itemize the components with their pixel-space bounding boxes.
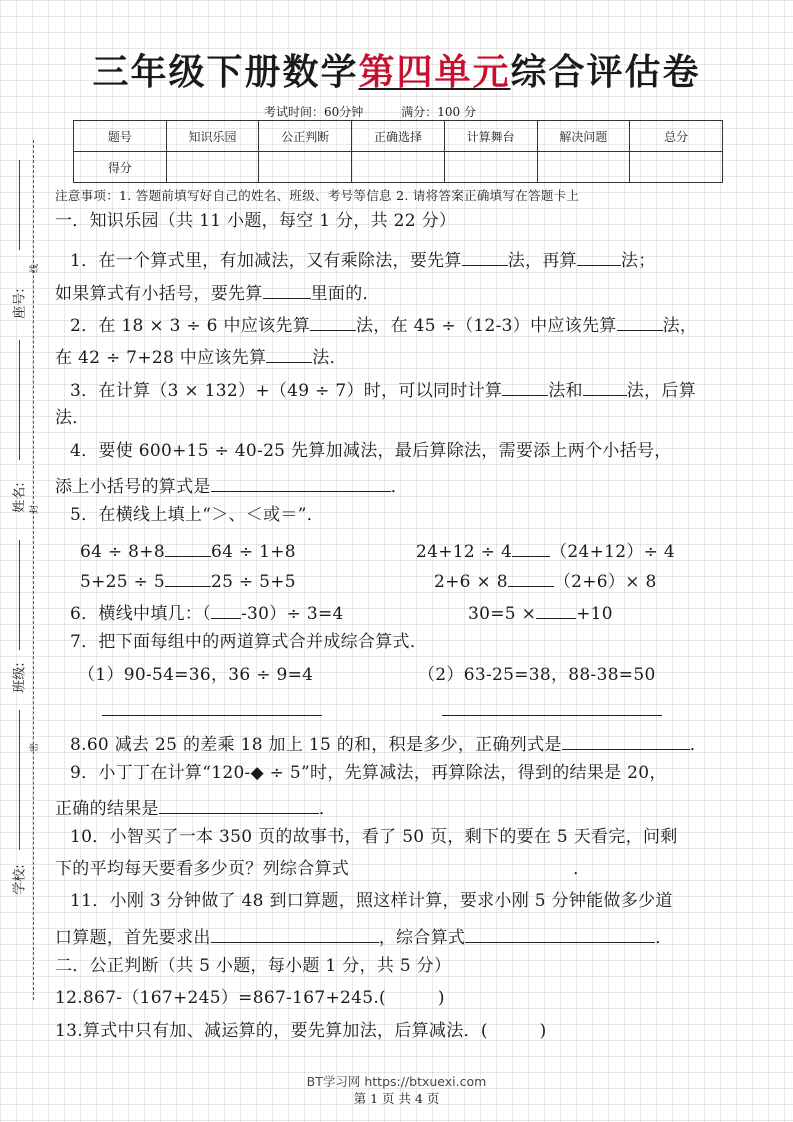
q5-row1-left bbox=[80, 540, 296, 561]
q8-text-a: 8.60 减去 25 的差乘 18 加上 15 的和，积是多少，正确列式是 bbox=[70, 735, 562, 755]
q1-text-a: 1．在一个算式里，有加减法，又有乘除法，要先算 bbox=[70, 251, 462, 271]
binding-mark-mi: 密 bbox=[30, 742, 41, 753]
q5-row2-left bbox=[80, 570, 296, 591]
name-label: 姓名: bbox=[12, 482, 28, 513]
score-cell[interactable] bbox=[630, 152, 723, 183]
q6-text-c: 30=5 × bbox=[468, 604, 537, 624]
compare-blank[interactable] bbox=[508, 570, 554, 587]
question-12: 12.867-（167+245）=867-167+245.( ) bbox=[55, 988, 445, 1008]
q7-answer-line-1[interactable] bbox=[102, 715, 322, 716]
q6-text-a: 6．横线中填几：（ bbox=[70, 604, 212, 624]
question-1 bbox=[70, 249, 656, 270]
q5-expr: 5+25 ÷ 5 bbox=[80, 572, 165, 592]
answer-blank[interactable] bbox=[502, 379, 548, 396]
question-11-cont bbox=[55, 926, 673, 947]
compare-blank[interactable] bbox=[165, 570, 211, 587]
question-10-cont bbox=[55, 861, 590, 878]
question-3 bbox=[70, 379, 696, 400]
seat-label: 座号: bbox=[12, 288, 28, 319]
q3-text-a: 3．在计算（3 × 132）+（49 ÷ 7）时，可以同时计算 bbox=[70, 381, 503, 401]
score-cell[interactable] bbox=[259, 152, 352, 183]
title-suffix: 综合评估卷 bbox=[510, 52, 701, 93]
footer-page: 第 1 页 共 4 页 bbox=[353, 1091, 440, 1106]
question-11: 11．小刚 3 分钟做了 48 到口算题，照这样计算，要求小刚 5 分钟能做多少道 bbox=[70, 891, 673, 911]
answer-blank[interactable] bbox=[310, 314, 356, 331]
q10-text-c: ． bbox=[573, 859, 591, 879]
q5-expr: 2+6 × 8 bbox=[434, 572, 508, 592]
q5-expr: （2+6）× 8 bbox=[553, 572, 657, 592]
q1-text-e: 里面的． bbox=[310, 284, 380, 304]
score-cell[interactable] bbox=[352, 152, 445, 183]
q6-text-b: -30）÷ 3=4 bbox=[241, 604, 344, 624]
q7-part-2: （2）63-25=38，88-38=50 bbox=[418, 665, 656, 685]
question-5: 5．在横线上填上“＞、＜或＝”． bbox=[70, 505, 324, 525]
question-13: 13.算式中只有加、减运算的，要先算加法，后算减法．( ) bbox=[55, 1021, 547, 1041]
question-6-left bbox=[70, 602, 344, 623]
question-3-cont: 法． bbox=[55, 408, 90, 428]
q2-text-d: 在 42 ÷ 7+28 中应该先算 bbox=[55, 348, 267, 368]
q1-text-d: 如果算式有小括号，要先算 bbox=[55, 284, 263, 304]
q1-text-b: 法，再算 bbox=[507, 251, 577, 271]
title-highlight: 第四单元 bbox=[358, 52, 511, 93]
q2-text-e: 法． bbox=[312, 348, 347, 368]
exam-time: 考试时间：60分钟 bbox=[264, 105, 364, 119]
class-line bbox=[19, 540, 20, 650]
question-9-cont bbox=[55, 797, 336, 818]
question-4-cont bbox=[55, 475, 408, 496]
answer-blank[interactable] bbox=[211, 602, 241, 619]
q8-text-b: ． bbox=[689, 735, 707, 755]
answer-blank[interactable] bbox=[617, 314, 663, 331]
binding-mark-xian: 线 bbox=[30, 263, 41, 274]
answer-blank[interactable] bbox=[577, 249, 621, 266]
score-cell[interactable] bbox=[166, 152, 259, 183]
q11-text-c: ，综合算式 bbox=[378, 928, 466, 948]
score-table-score-row bbox=[74, 152, 723, 183]
q6-text-d: +10 bbox=[576, 604, 613, 624]
answer-blank[interactable] bbox=[562, 733, 690, 750]
footer-site: BT学习网 https://btxuexi.com bbox=[306, 1074, 487, 1089]
answer-blank[interactable] bbox=[211, 475, 391, 492]
answer-blank[interactable] bbox=[536, 602, 576, 619]
compare-blank[interactable] bbox=[165, 540, 211, 557]
answer-blank[interactable] bbox=[211, 926, 379, 943]
page-title bbox=[0, 44, 793, 95]
score-header-cell: 题号 bbox=[74, 121, 167, 152]
question-4: 4．要使 600+15 ÷ 40-25 先算加减法，最后算除法，需要添上两个小括号， bbox=[70, 441, 672, 461]
score-cell[interactable] bbox=[444, 152, 537, 183]
q4-text-b: 添上小括号的算式是 bbox=[55, 477, 211, 497]
q3-text-c: 法，后算 bbox=[626, 381, 696, 401]
q9-text-c: ． bbox=[318, 799, 337, 819]
question-9: 9．小丁丁在计算“120-◆ ÷ 5”时，先算减法，再算除法，得到的结果是 20， bbox=[70, 763, 667, 783]
score-header-cell: 总分 bbox=[630, 121, 723, 152]
q5-expr: 64 ÷ 1+8 bbox=[210, 542, 296, 562]
q7-answer-line-2[interactable] bbox=[442, 715, 662, 716]
answer-blank[interactable] bbox=[266, 346, 312, 363]
q5-expr: 64 ÷ 8+8 bbox=[80, 542, 165, 562]
q5-row2-right bbox=[434, 570, 657, 591]
score-table-header-row bbox=[74, 121, 723, 152]
q5-row1-right bbox=[416, 540, 675, 561]
answer-blank[interactable] bbox=[159, 797, 319, 814]
q11-text-d: ． bbox=[655, 928, 673, 948]
answer-blank[interactable] bbox=[462, 249, 508, 266]
full-score: 满分：100 分 bbox=[401, 105, 477, 119]
score-header-cell: 计算舞台 bbox=[444, 121, 537, 152]
q2-text-b: 法，在 45 ÷（12-3）中应该先算 bbox=[356, 316, 617, 336]
section-1-heading: 一．知识乐园（共 11 小题，每空 1 分，共 22 分） bbox=[55, 211, 457, 231]
q4-text-c: ． bbox=[390, 477, 409, 497]
question-8 bbox=[70, 733, 707, 754]
score-cell[interactable] bbox=[537, 152, 630, 183]
title-prefix: 三年级下册数学 bbox=[92, 52, 359, 93]
answer-blank[interactable] bbox=[263, 282, 311, 299]
binding-mark-feng: 封 bbox=[30, 504, 41, 515]
notice: 注意事项：1. 答题前填写好自己的姓名、班级、考号等信息 2. 请将答案正确填写在答题卡上 bbox=[55, 188, 580, 203]
answer-blank[interactable] bbox=[465, 926, 655, 943]
q10-text-b: 下的平均每天要看多少页？列综合算式 bbox=[55, 859, 350, 879]
question-1-cont bbox=[55, 282, 380, 303]
q9-text-b: 正确的结果是 bbox=[55, 799, 159, 819]
school-line bbox=[19, 710, 20, 850]
question-7: 7．把下面每组中的两道算式合并成综合算式． bbox=[70, 632, 428, 652]
exam-meta bbox=[264, 103, 476, 120]
school-label: 学校: bbox=[12, 864, 28, 895]
seat-line bbox=[19, 160, 20, 250]
score-row-label: 得分 bbox=[74, 152, 167, 183]
score-table bbox=[73, 120, 723, 183]
section-2-heading: 二．公正判断（共 5 小题，每小题 1 分，共 5 分） bbox=[55, 956, 452, 976]
q1-text-c: 法； bbox=[620, 251, 656, 271]
name-line bbox=[19, 340, 20, 460]
q5-expr: 24+12 ÷ 4 bbox=[416, 542, 513, 562]
q3-text-b: 法和 bbox=[548, 381, 583, 401]
class-label: 班级: bbox=[12, 662, 28, 693]
score-header-cell: 正确选择 bbox=[352, 121, 445, 152]
q5-expr: （24+12）÷ 4 bbox=[550, 542, 676, 562]
q11-text-b: 口算题，首先要求出 bbox=[55, 928, 211, 948]
score-header-cell: 解决问题 bbox=[537, 121, 630, 152]
q5-expr: 25 ÷ 5+5 bbox=[210, 572, 296, 592]
q2-text-a: 2．在 18 × 3 ÷ 6 中应该先算 bbox=[70, 316, 310, 336]
compare-blank[interactable] bbox=[512, 540, 550, 557]
question-2-cont bbox=[55, 346, 347, 367]
q7-part-1: （1）90-54=36，36 ÷ 9=4 bbox=[78, 665, 314, 685]
question-2 bbox=[70, 314, 697, 335]
score-header-cell: 知识乐园 bbox=[166, 121, 259, 152]
question-10: 10．小智买了一本 350 页的故事书，看了 50 页，剩下的要在 5 天看完，问剩 bbox=[70, 827, 678, 847]
q2-text-c: 法， bbox=[662, 316, 698, 336]
score-header-cell: 公正判断 bbox=[259, 121, 352, 152]
question-6-right bbox=[468, 602, 613, 623]
answer-blank[interactable] bbox=[583, 379, 627, 396]
